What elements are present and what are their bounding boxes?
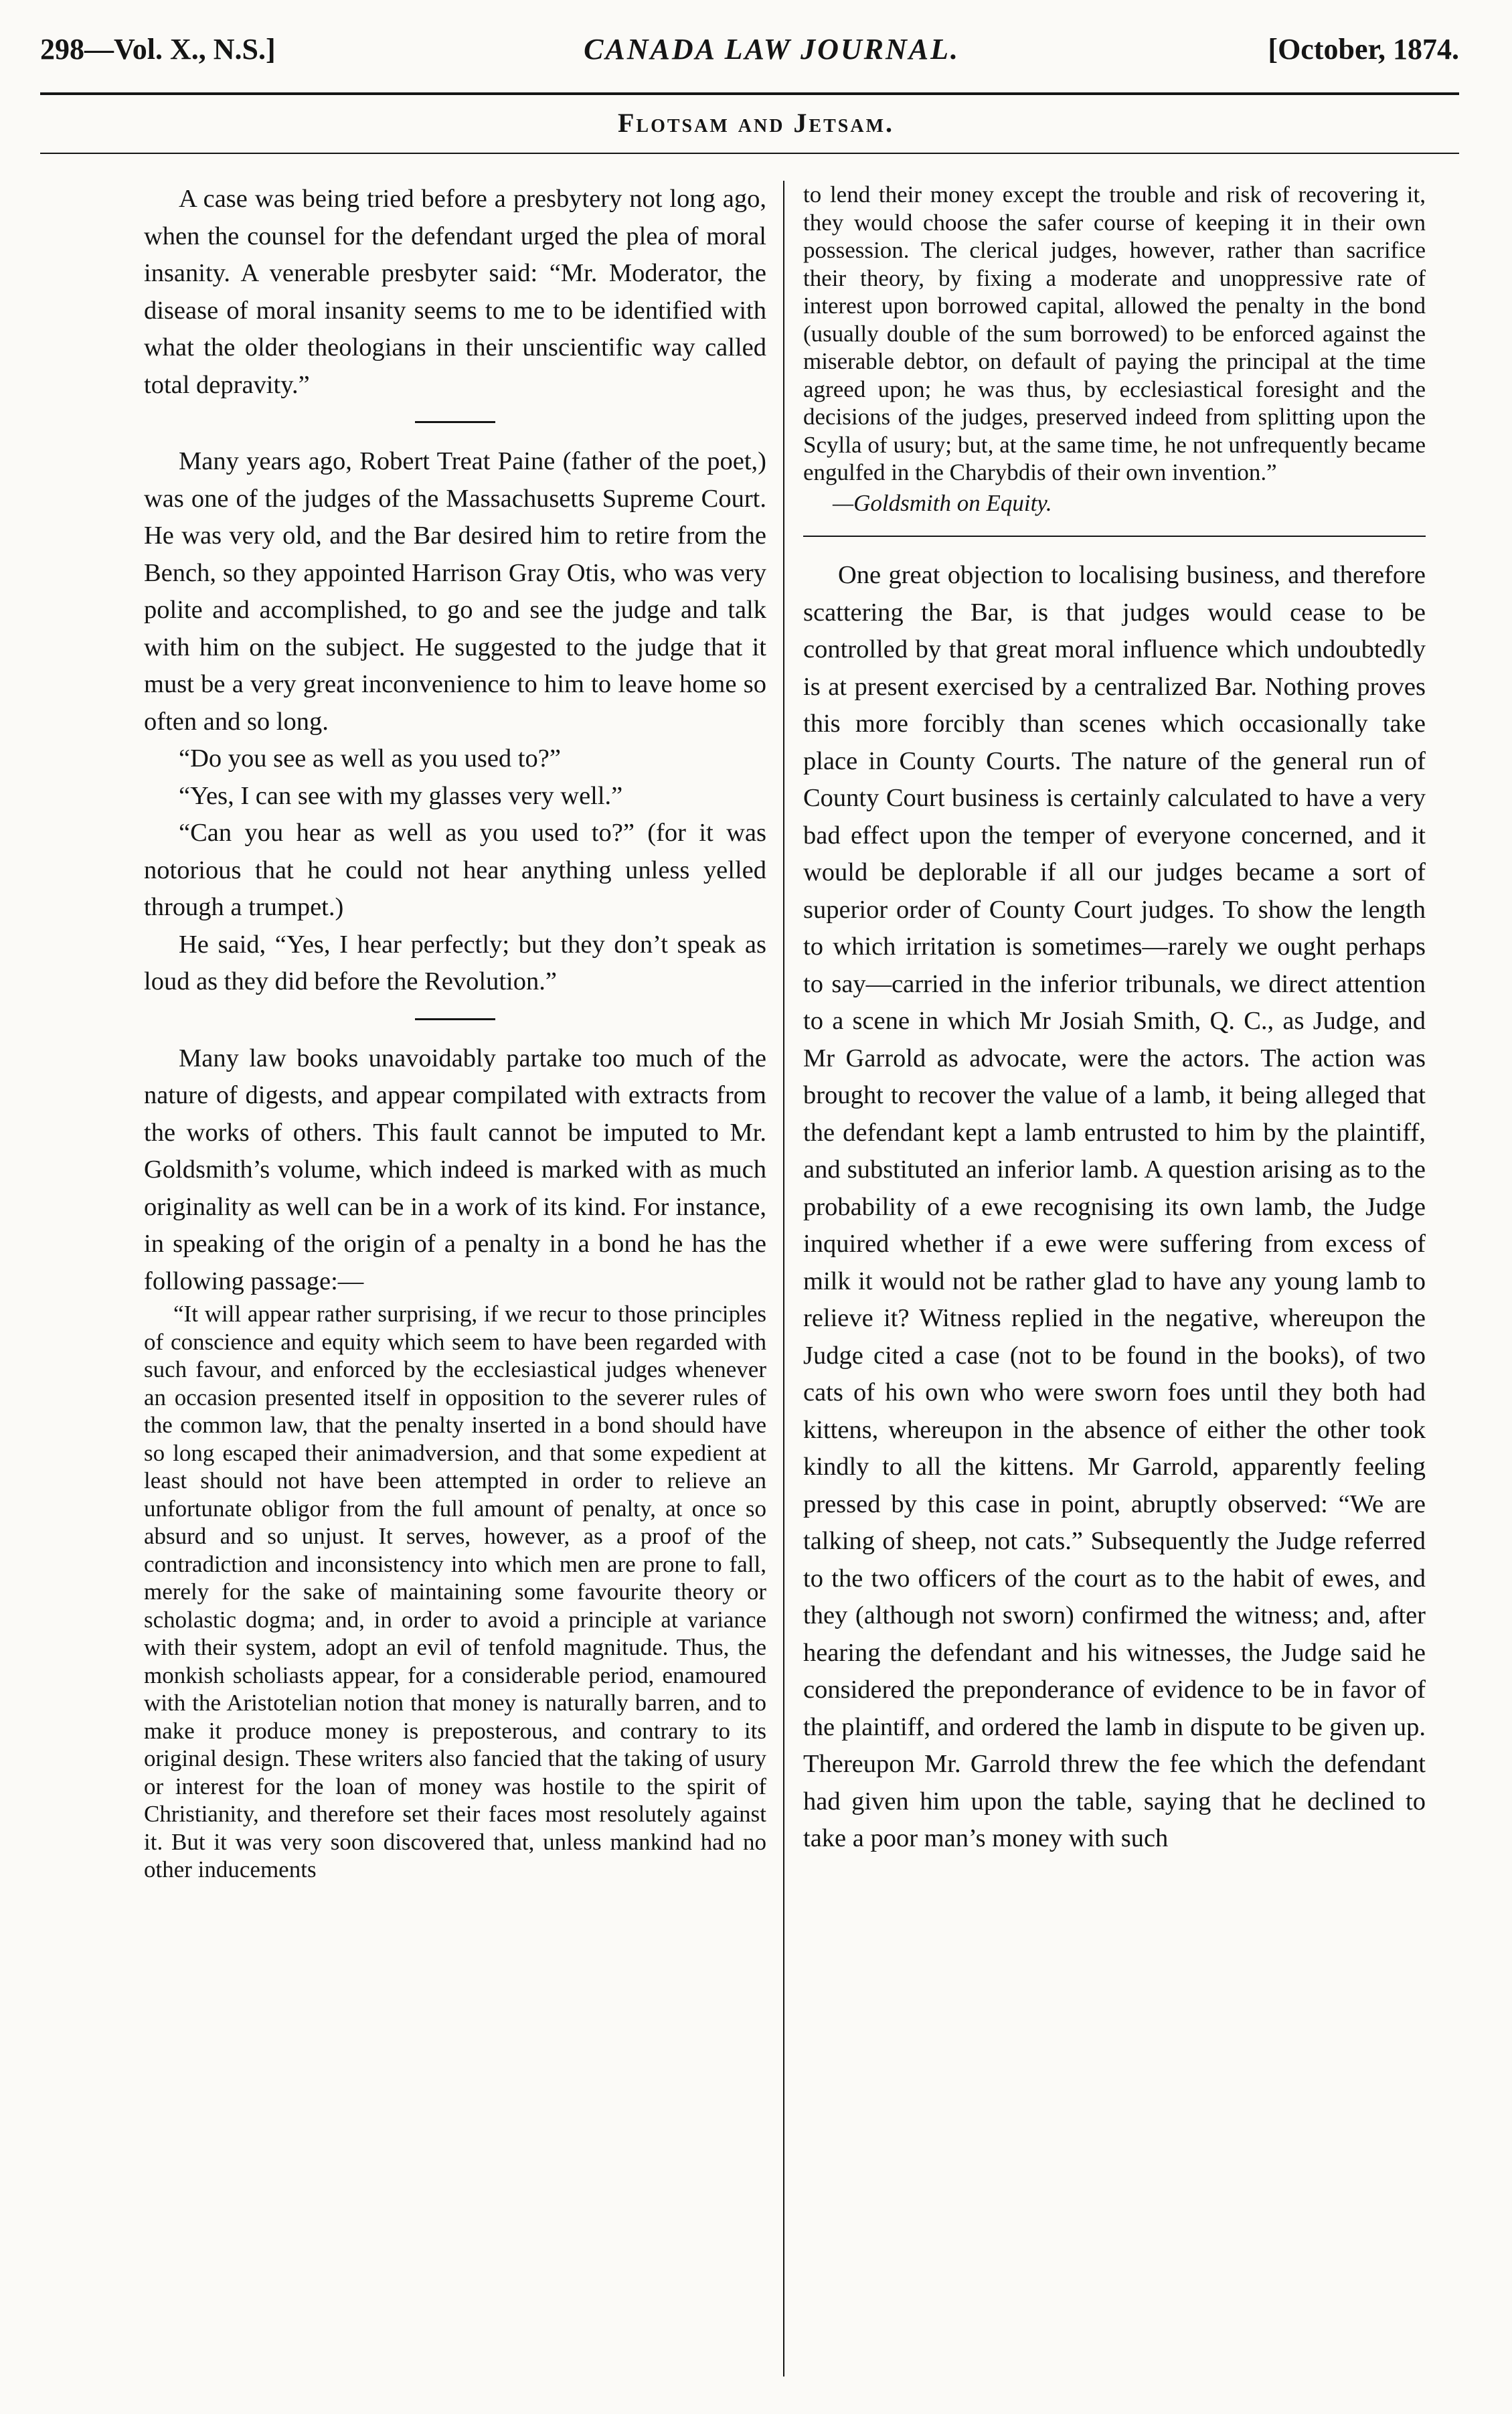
header-rule [40,92,1459,95]
header-date: [October, 1874. [1268,33,1459,66]
item-divider [803,536,1426,537]
quotation-citation: —Goldsmith on Equity. [833,489,1052,516]
header-journal-title: CANADA LAW JOURNAL. [584,33,960,66]
paragraph-dialogue-4: He said, “Yes, I hear perfectly; but they don’t speak as loud as they did before the Revolution.” [144,930,766,995]
right-column [803,181,1426,1858]
running-header [40,32,1459,79]
paragraph-dialogue-2: “Yes, I can see with my glasses very well.” [179,781,623,810]
quotation-text-cont: to lend their money except the trouble and risk of recovering it, they would choose the safer course of keeping it in their own possession. The clerical judges, however, rather than sacrifice their theory, by fixing a moderate and unoppressive rate of interest upon borrowed capital, allowed the penalty in the bond (usually double of the sum borrowed) to be enforced against the miserable debtor, on default of paying the principal at the time agreed upon; he was thus, by ecclesiastical foresight and the decisions of the judges, preserved indeed from splitting upon the Scylla of usury; but, at the same time, he not unfrequently became engulfed in the Charybdis of their own invention.” [803,181,1426,485]
paragraph-presbytery: A case was being tried before a presbytery not long ago, when the counsel for the defendant urged the plea of moral insanity. A venerable presbyter said: “Mr. Moderator, the disease of moral insanity seems to me to be identified with what the older theologians in their unscientific way called total depravity.” [144,185,766,399]
quotation-text: “It will appear rather surprising, if we recur to those principles of conscience and equity which seem to have been regarded with such favour, and enforced by the ecclesiastical judges whenever an occasion presented itself in opposition to the severer rules of the common law, that the penalty inserted in a bond should have so long escaped their animadversion, and that some expedient at least should not have been attempted in order to relieve an unfortunate obligor from the full amount of penalty, at once so absurd and so unjust. It serves, however, as a proof of the contradiction and inconsistency into which men are prone to fall, merely for the sake of maintaining some favourite theory or scholastic dogma; and, in order to avoid a principle at variance with their system, adopt an evil of tenfold magnitude. Thus, the monkish scholiasts appear, for a considerable period, enamoured with the Aristotelian notion that money is naturally barren, and to make it produce money is preposterous, and contrary to its original design. These writers also fancied that the taking of usury or interest for the loan of money was hostile to the spirit of Christianity, and therefore set their faces most resolutely against it. But it was very soon discovered that, unless mankind had no other inducements [144,1301,766,1882]
paragraph-dialogue-1: “Do you see as well as you used to?” [179,744,561,773]
left-column [144,181,766,1884]
section-rule [40,153,1459,154]
paragraph-county-courts: One great objection to localising business, and therefore scattering the Bar, is that judges would cease to be controlled by that great moral influence which undoubtedly is at present exercised by a centralized Bar. Nothing proves this more forcibly than scenes which occasionally take place in County Courts. The nature of the general run of County Court business is certainly calculated to have a very bad effect upon the temper of everyone concerned, and it would be deplorable if all our judges became a sort of superior order of County Court judges. To show the length to which irritation is sometimes—rarely we ought perhaps to say—carried in the inferior tribunals, we direct attention to a scene in which Mr Josiah Smith, Q. C., as Judge, and Mr Garrold as advocate, were the actors. The action was brought to recover the value of a lamb, it being alleged that the defendant kept a lamb entrusted to him by the plaintiff, and substituted an inferior lamb. A question arising as to the probability of a ewe recognising its own lamb, the Judge inquired whether if a ewe were suffering from excess of milk it would not be rather glad to have any young lamb to relieve it? Witness replied in the negative, whereupon the Judge cited a case (not to be found in the books), of two cats of his own who were sworn foes until they both had kittens, whereupon in the absence of either the other took kindly to all the kittens. Mr Garrold, apparently feeling pressed by this case in point, abruptly observed: “We are talking of sheep, not cats.” Subsequently the Judge referred to the two officers of the court as to the habit of ewes, and they (although not sworn) confirmed the witness; and, after hearing the defendant and his witnesses, the Judge said he considered the preponderance of evidence to be in favor of the plaintiff, and ordered the lamb in dispute to be given up. Thereupon Mr. Garrold threw the fee which the defendant had given him upon the table, saying that he declined to take a poor man’s money with such [803,561,1426,1852]
header-volume: 298—Vol. X., N.S.] [40,33,276,66]
paragraph-paine: Many years ago, Robert Treat Paine (father of the poet,) was one of the judges of the Massachusetts Supreme Court. He was very old, and the Bar desired him to retire from the Bench, so they appointed Harrison Gray Otis, who was very polite and accomplished, to go and see the judge and talk with him on the subject. He suggested to the judge that it must be a very great inconvenience to him to leave home so often and so long. [144,447,766,736]
quotation-continued [803,181,1426,517]
quotation-block [144,1300,766,1884]
section-title: Flotsam and Jetsam. [617,108,895,138]
paragraph-law-books: Many law books unavoidably partake too much of the nature of digests, and appear compilated with extracts from the works of others. This fault cannot be imputed to Mr. Goldsmith’s volume, which indeed is marked with as much originality as well can be in a work of its kind. For instance, in speaking of the origin of a penalty in a bond he has the following passage:— [144,1044,766,1295]
paragraph-dialogue-3: “Can you hear as well as you used to?” (for it was notorious that he could not hear anything unless yelled through a trumpet.) [144,819,766,921]
item-divider [415,1018,495,1020]
column-divider [783,181,784,2377]
item-divider [415,421,495,423]
